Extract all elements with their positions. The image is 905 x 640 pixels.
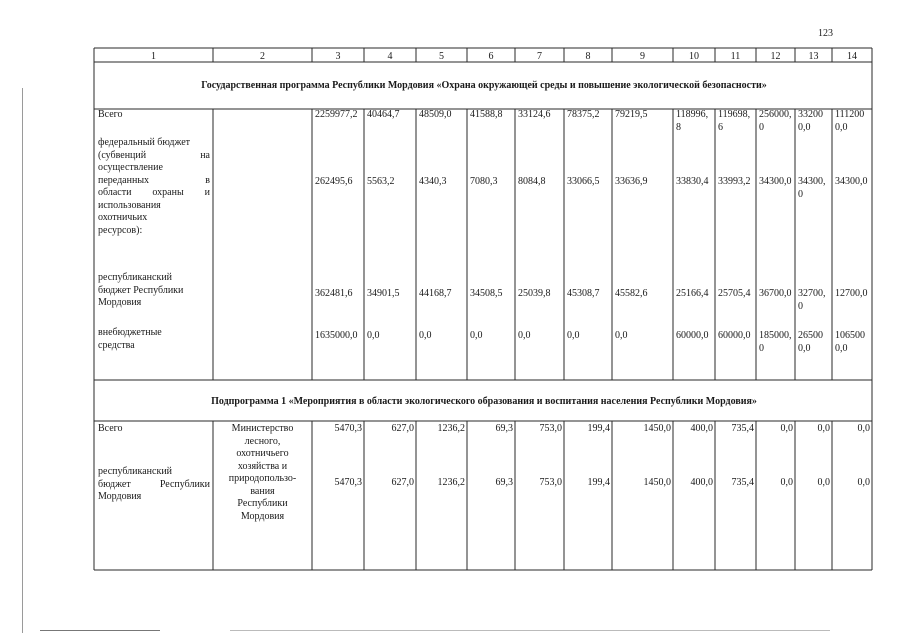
program-value-cell: 0,0 xyxy=(615,330,628,341)
executor-line: вания xyxy=(250,485,275,497)
executor-line: Республики xyxy=(237,498,288,509)
row-label-federal xyxy=(98,137,210,237)
program-value-cell: 33993,2 xyxy=(718,176,751,187)
program-value-cell: 60000,0 xyxy=(718,330,751,341)
label-line: (субвенций на xyxy=(98,149,210,161)
label-line: ресурсов): xyxy=(98,224,143,236)
label-line: Мордовия xyxy=(98,491,142,502)
column-header-10: 10 xyxy=(689,51,699,62)
label-line: переданных в xyxy=(98,174,210,186)
program-value-cell: 185000,0 xyxy=(759,330,792,354)
sub-row-label-total: Всего xyxy=(98,423,123,434)
subprogram-title: Подпрограмма 1 «Мероприятия в области экологического образования и воспитания населения Республики Мордовия» xyxy=(211,396,757,407)
sub-value-cell: 0,0 xyxy=(817,477,830,488)
program-value-cell: 48509,0 xyxy=(419,109,452,120)
sub-value-cell: 753,0 xyxy=(539,423,562,434)
program-value-cell: 34901,5 xyxy=(367,288,400,299)
program-value-cell: 60000,0 xyxy=(676,330,709,341)
program-title: Государственная программа Республики Мордовия «Охрана окружающей среды и повышение экологической безопасности» xyxy=(201,80,767,91)
label-line: области охраны и xyxy=(98,187,210,198)
column-header-9: 9 xyxy=(640,51,645,62)
label-line: бюджет Республики xyxy=(98,284,184,296)
executor-line: Министерство xyxy=(231,423,294,434)
column-header-3: 3 xyxy=(335,51,341,62)
sub-value-cell: 0,0 xyxy=(817,423,830,434)
program-value-cell: 33066,5 xyxy=(567,176,600,187)
program-value-cell: 36700,0 xyxy=(759,288,792,299)
program-value-cell: 32700,0 xyxy=(798,288,826,312)
program-value-cell: 1112000,0 xyxy=(835,109,865,133)
label-line: средства xyxy=(98,339,135,351)
column-header-4: 4 xyxy=(387,51,393,62)
sub-value-cell: 400,0 xyxy=(690,477,713,488)
program-value-cell: 265000,0 xyxy=(798,330,823,354)
program-value-cell: 0,0 xyxy=(367,330,380,341)
program-value-cell: 79219,5 xyxy=(615,109,648,120)
sub-value-cell: 5470,3 xyxy=(334,477,362,488)
sub-value-cell: 753,0 xyxy=(539,477,562,488)
row-label-republic xyxy=(98,272,210,310)
program-value-cell: 34300,0 xyxy=(798,176,826,200)
sub-value-cell: 1450,0 xyxy=(643,477,671,488)
label-line: федеральный бюджет xyxy=(98,137,191,148)
sub-value-cell: 0,0 xyxy=(780,423,793,434)
column-header-12: 12 xyxy=(770,51,781,62)
program-value-cell: 25039,8 xyxy=(518,288,551,299)
program-value-cell: 33124,6 xyxy=(518,109,551,120)
program-value-cell: 45582,6 xyxy=(615,288,648,299)
page-number: 123 xyxy=(818,28,833,39)
label-line: внебюджетные xyxy=(98,327,162,338)
program-value-cell: 25166,4 xyxy=(676,288,709,299)
program-value-cell: 1065000,0 xyxy=(835,330,865,354)
sub-value-cell: 627,0 xyxy=(391,423,414,434)
column-header-14: 14 xyxy=(847,51,857,62)
executor-line: лесного, xyxy=(244,435,281,447)
sub-value-cell: 5470,3 xyxy=(334,423,362,434)
executor-line: Мордовия xyxy=(240,510,285,522)
program-value-cell: 0,0 xyxy=(470,330,483,341)
program-value-cell: 78375,2 xyxy=(567,109,600,120)
program-value-cell: 119698,6 xyxy=(718,109,751,133)
sub-value-cell: 69,3 xyxy=(495,477,513,488)
row-label-extrabudget xyxy=(98,327,210,352)
program-value-cell: 33830,4 xyxy=(676,176,709,187)
program-value-cell: 41588,8 xyxy=(470,109,503,120)
program-value-cell: 40464,7 xyxy=(367,109,400,120)
program-value-cell: 44168,7 xyxy=(419,288,452,299)
column-header-5: 5 xyxy=(439,51,444,62)
program-value-cell: 34300,0 xyxy=(759,176,792,187)
label-line: республиканский xyxy=(98,272,173,283)
sub-row-label-republic xyxy=(98,466,210,504)
label-line: бюджет Республики xyxy=(98,478,210,490)
program-value-cell: 0,0 xyxy=(518,330,531,341)
scan-bottom-mark xyxy=(40,630,160,631)
program-value-cell: 362481,6 xyxy=(315,288,353,299)
program-value-cell: 332000,0 xyxy=(798,109,823,133)
sub-value-cell: 199,4 xyxy=(587,477,610,488)
scan-bottom-mark xyxy=(230,630,830,631)
sub-value-cell: 1450,0 xyxy=(643,423,671,434)
sub-value-cell: 735,4 xyxy=(731,477,754,488)
program-value-cell: 8084,8 xyxy=(518,176,546,187)
program-value-cell: 2259977,2 xyxy=(315,109,358,120)
column-header-8: 8 xyxy=(585,51,591,62)
column-header-6: 6 xyxy=(488,51,494,62)
column-header-7: 7 xyxy=(537,51,542,62)
sub-value-cell: 69,3 xyxy=(495,423,513,434)
program-value-cell: 45308,7 xyxy=(567,288,600,299)
program-value-cell: 34300,0 xyxy=(835,176,868,187)
column-header-2: 2 xyxy=(260,51,265,62)
executor-line: охотничьего xyxy=(236,448,289,459)
label-line: осуществление xyxy=(98,162,163,173)
sub-value-cell: 199,4 xyxy=(587,423,610,434)
program-value-cell: 256000,0 xyxy=(759,109,792,133)
sub-value-cell: 1236,2 xyxy=(437,423,465,434)
sub-value-cell: 0,0 xyxy=(780,477,793,488)
label-line: использования xyxy=(98,199,161,211)
scan-margin-line xyxy=(22,88,23,633)
sub-value-cell: 627,0 xyxy=(391,477,414,488)
sub-value-cell: 400,0 xyxy=(690,423,713,434)
program-value-cell: 25705,4 xyxy=(718,288,751,299)
program-value-cell: 4340,3 xyxy=(419,176,447,187)
executor-cell xyxy=(213,423,312,523)
sub-value-cell: 1236,2 xyxy=(437,477,465,488)
column-header-13: 13 xyxy=(808,51,819,62)
program-value-cell: 5563,2 xyxy=(367,176,395,187)
sub-value-cell: 0,0 xyxy=(857,423,870,434)
column-header-1: 1 xyxy=(151,51,156,62)
program-value-cell: 118996,8 xyxy=(676,109,709,133)
program-value-cell: 12700,0 xyxy=(835,288,868,299)
label-line: охотничьих xyxy=(98,212,148,223)
program-value-cell: 262495,6 xyxy=(315,176,353,187)
program-value-cell: 1635000,0 xyxy=(315,330,358,341)
executor-line: хозяйства и xyxy=(237,460,288,472)
program-value-cell: 33636,9 xyxy=(615,176,648,187)
row-label-total: Всего xyxy=(98,109,123,120)
sub-value-cell: 0,0 xyxy=(857,477,870,488)
column-header-11: 11 xyxy=(730,51,741,62)
program-value-cell: 0,0 xyxy=(419,330,432,341)
executor-line: природопользо- xyxy=(228,473,297,484)
program-value-cell: 34508,5 xyxy=(470,288,503,299)
label-line: республиканский xyxy=(98,466,173,477)
program-value-cell: 0,0 xyxy=(567,330,580,341)
sub-value-cell: 735,4 xyxy=(731,423,754,434)
program-value-cell: 7080,3 xyxy=(470,176,498,187)
label-line: Мордовия xyxy=(98,297,142,308)
